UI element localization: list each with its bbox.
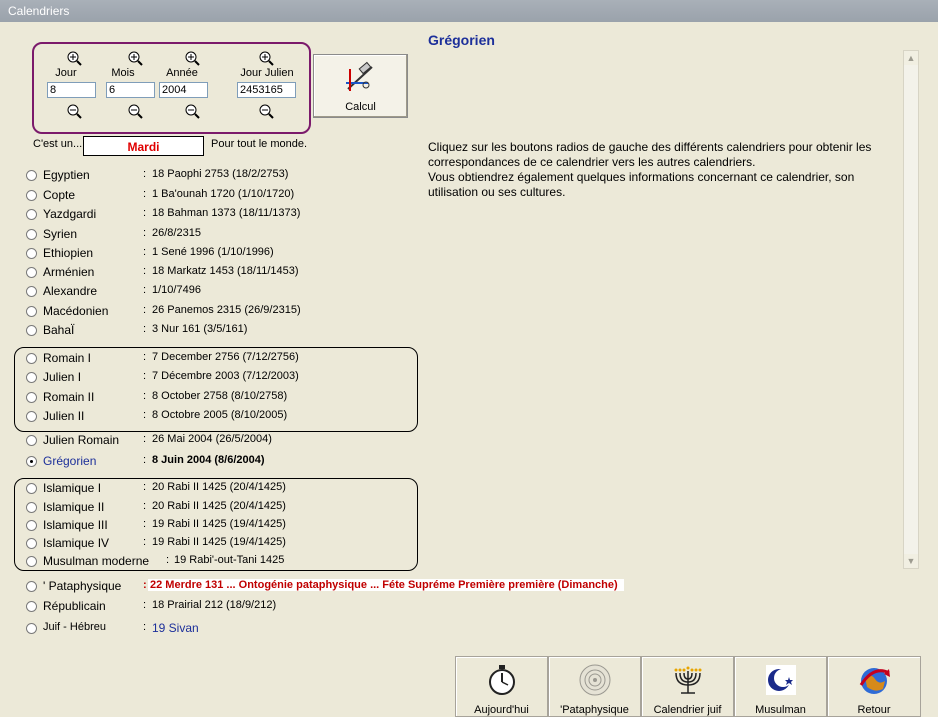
compass-tools-icon: [342, 61, 376, 93]
calendar-row[interactable]: [26, 245, 666, 263]
scroll-up-icon[interactable]: ▲: [904, 51, 918, 65]
calendar-row[interactable]: [26, 598, 666, 616]
crescent-star-icon: [764, 663, 798, 697]
calendar-radio[interactable]: [26, 267, 37, 278]
calendar-row[interactable]: [26, 322, 666, 340]
calendar-radio[interactable]: [26, 229, 37, 240]
calendar-radio[interactable]: [26, 520, 37, 531]
calendar-row[interactable]: [26, 620, 666, 638]
musulman-button[interactable]: [734, 656, 827, 717]
calendrier-juif-label: Calendrier juif: [653, 704, 722, 716]
calendar-colon: :: [143, 370, 147, 382]
calendar-name: BahaÏ: [43, 323, 75, 337]
jour-label: Jour: [55, 67, 77, 79]
pataphysique-label: 'Pataphysique: [560, 704, 629, 716]
calendar-radio[interactable]: [26, 209, 37, 220]
calendar-colon: :: [143, 433, 147, 445]
scroll-down-icon[interactable]: ▼: [904, 554, 918, 568]
stopwatch-icon: [485, 663, 519, 697]
calendar-value: 3 Nur 161 (3/5/161): [152, 323, 248, 335]
calendar-value: 26 Panemos 2315 (26/9/2315): [152, 304, 301, 316]
retour-button[interactable]: [827, 656, 921, 717]
zoom-in-julien-icon[interactable]: [258, 50, 274, 66]
mois-field[interactable]: [106, 82, 155, 98]
calendar-row[interactable]: [26, 499, 666, 517]
calendar-value: 18 Markatz 1453 (18/11/1453): [152, 265, 299, 277]
calcul-label: Calcul: [345, 101, 376, 113]
calendar-colon: :: [143, 304, 147, 316]
calendar-colon: :: [143, 284, 147, 296]
calendar-colon: :: [143, 207, 147, 219]
calendar-name: Julien I: [43, 370, 82, 384]
calendar-value: 8 Octobre 2005 (8/10/2005): [152, 409, 288, 421]
calendar-row[interactable]: [26, 432, 666, 450]
calendar-value: 19 Rabi II 1425 (19/4/1425): [152, 518, 286, 530]
calendar-row[interactable]: [26, 350, 666, 368]
calendar-colon: :: [143, 481, 147, 493]
calendar-colon: :: [143, 188, 147, 200]
main-pane: [0, 22, 938, 717]
calendar-colon: :: [143, 227, 147, 239]
calendar-name: Grégorien: [43, 454, 97, 468]
calendar-radio[interactable]: [26, 538, 37, 549]
musulman-label: Musulman: [755, 704, 806, 716]
calendar-radio[interactable]: [26, 581, 37, 592]
description-line-2: Vous obtiendrez également quelques informations concernant ce calendrier, son utilisation ou ses cultures.: [428, 170, 855, 199]
calendar-colon: :: [143, 621, 147, 633]
calendar-value: 8 October 2758 (8/10/2758): [152, 390, 288, 402]
calendar-name: ' Pataphysique: [43, 579, 122, 593]
calendar-name: Islamique I: [43, 481, 102, 495]
calendar-value: 20 Rabi II 1425 (20/4/1425): [152, 500, 286, 512]
jour-field[interactable]: [47, 82, 96, 98]
calendar-name: Copte: [43, 188, 76, 202]
calendar-radio[interactable]: [26, 325, 37, 336]
calendrier-juif-button[interactable]: [641, 656, 734, 717]
calendar-value: 26/8/2315: [152, 227, 201, 239]
calendar-row[interactable]: [26, 578, 666, 596]
calendar-colon: :: [143, 246, 147, 258]
julien-label: Jour Julien: [240, 67, 294, 79]
calendar-title: Grégorien: [428, 32, 495, 48]
calendar-colon: :: [143, 536, 147, 548]
zoom-out-mois-icon[interactable]: [127, 103, 143, 119]
calendar-name: Julien II: [43, 409, 85, 423]
calendar-row[interactable]: [26, 206, 666, 224]
calendar-radio[interactable]: [26, 170, 37, 181]
calendar-colon: :: [143, 454, 147, 466]
calendar-name: Yazdgardi: [43, 207, 97, 221]
calendar-colon: :: [143, 390, 147, 402]
calendar-row[interactable]: [26, 480, 666, 498]
calendar-row[interactable]: [26, 226, 666, 244]
calendar-radio[interactable]: [26, 502, 37, 513]
calendar-row[interactable]: [26, 535, 666, 553]
description-scrollbar[interactable]: [903, 50, 919, 569]
calendar-radio[interactable]: [26, 353, 37, 364]
calendar-name: Islamique III: [43, 518, 108, 532]
calendar-name: Islamique II: [43, 500, 105, 514]
calendar-radio[interactable]: [26, 556, 37, 567]
calendar-row[interactable]: [26, 408, 666, 426]
calendar-value: 18 Bahman 1373 (18/11/1373): [152, 207, 301, 219]
calendar-colon: :: [143, 323, 147, 335]
day-of-week-field: Mardi: [83, 136, 204, 156]
calendar-description: [428, 140, 898, 200]
calendar-radio[interactable]: [26, 601, 37, 612]
calendar-name: Macédonien: [43, 304, 109, 318]
calendar-value: 20 Rabi II 1425 (20/4/1425): [152, 481, 286, 493]
calendar-radio[interactable]: [26, 372, 37, 383]
pataphysique-seal-icon: [578, 663, 612, 697]
aujourdhui-label: Aujourd'hui: [474, 704, 529, 716]
calendar-radio[interactable]: [26, 392, 37, 403]
zoom-out-jour-icon[interactable]: [66, 103, 82, 119]
calendar-radio[interactable]: [26, 435, 37, 446]
calendar-radio[interactable]: [26, 456, 37, 467]
calendar-name: Juif - Hébreu: [43, 621, 106, 633]
description-line-1: Cliquez sur les boutons radios de gauche des différents calendriers pour obtenir les correspondances de ce calendrier vers les autres calendriers.: [428, 140, 872, 169]
calendar-row[interactable]: [26, 553, 666, 571]
julien-field[interactable]: [237, 82, 296, 98]
calendar-name: Musulman moderne: [43, 554, 150, 568]
calendar-name: Ethiopien: [43, 246, 94, 260]
calendar-name: Républicain: [43, 599, 106, 613]
calendar-name: Alexandre: [43, 284, 98, 298]
calendar-row[interactable]: [26, 264, 666, 282]
annee-field[interactable]: [159, 82, 208, 98]
calendar-radio[interactable]: [26, 190, 37, 201]
calendar-colon: :: [143, 579, 147, 591]
globe-arrow-icon: [857, 663, 891, 697]
calendar-name: Syrien: [43, 227, 78, 241]
title-bar: [0, 0, 938, 22]
calendar-name: Egyptien: [43, 168, 90, 182]
calcul-button[interactable]: [313, 54, 408, 118]
calendar-row[interactable]: [26, 389, 666, 407]
zoom-out-julien-icon[interactable]: [258, 103, 274, 119]
calendar-value: 22 Merdre 131 ... Ontogénie pataphysique ... Féte Supréme Première première (Dimanche): [148, 579, 624, 591]
calendar-colon: :: [143, 168, 147, 180]
calendar-radio[interactable]: [26, 623, 37, 634]
calendar-radio[interactable]: [26, 306, 37, 317]
calendar-value: 19 Sivan: [152, 621, 199, 635]
calendar-row[interactable]: [26, 303, 666, 321]
window-title: Calendriers: [8, 4, 70, 18]
calendar-colon: :: [143, 518, 147, 530]
calendar-colon: :: [166, 554, 170, 566]
calendar-colon: :: [143, 409, 147, 421]
calendar-name: Romain II: [43, 390, 95, 404]
calendar-name: Arménien: [43, 265, 95, 279]
calendar-value: 1/10/7496: [152, 284, 201, 296]
calendar-value: 26 Mai 2004 (26/5/2004): [152, 433, 272, 445]
calendar-radio[interactable]: [26, 411, 37, 422]
calendar-value: 1 Ba'ounah 1720 (1/10/1720): [152, 188, 295, 200]
retour-label: Retour: [857, 704, 891, 716]
annee-label: Année: [166, 67, 198, 79]
calendar-row[interactable]: [26, 453, 666, 471]
calendar-value: 18 Prairial 212 (18/9/212): [152, 599, 277, 611]
calendar-row[interactable]: [26, 517, 666, 535]
calendar-radio[interactable]: [26, 483, 37, 494]
calendar-radio[interactable]: [26, 248, 37, 259]
calendar-value: 7 December 2756 (7/12/2756): [152, 351, 299, 363]
calendar-value: 19 Rabi'-out-Tani 1425: [174, 554, 285, 566]
calendar-colon: :: [143, 265, 147, 277]
cest-un-label: C'est un...: [33, 138, 83, 150]
calendar-value: 1 Sené 1996 (1/10/1996): [152, 246, 274, 258]
calendar-colon: :: [143, 500, 147, 512]
calendar-colon: :: [143, 351, 147, 363]
calendar-value: 8 Juin 2004 (8/6/2004): [152, 454, 265, 466]
calendar-row[interactable]: [26, 369, 666, 387]
calendar-value: 7 Décembre 2003 (7/12/2003): [152, 370, 299, 382]
calendar-value: 18 Paophi 2753 (18/2/2753): [152, 168, 289, 180]
calendar-name: Islamique IV: [43, 536, 110, 550]
calendar-name: Romain I: [43, 351, 92, 365]
pataphysique-button[interactable]: [548, 656, 641, 717]
zoom-in-annee-icon[interactable]: [184, 50, 200, 66]
menorah-icon: [671, 663, 705, 697]
zoom-in-mois-icon[interactable]: [127, 50, 143, 66]
calendar-value: 19 Rabi II 1425 (19/4/1425): [152, 536, 286, 548]
calendar-radio[interactable]: [26, 286, 37, 297]
zoom-out-annee-icon[interactable]: [184, 103, 200, 119]
calendar-colon: :: [143, 599, 147, 611]
zoom-in-jour-icon[interactable]: [66, 50, 82, 66]
mois-label: Mois: [111, 67, 135, 79]
aujourdhui-button[interactable]: [455, 656, 548, 717]
calendar-name: Julien Romain: [43, 433, 120, 447]
pour-tout-le-monde-label: Pour tout le monde.: [211, 138, 308, 150]
calendar-row[interactable]: [26, 283, 666, 301]
